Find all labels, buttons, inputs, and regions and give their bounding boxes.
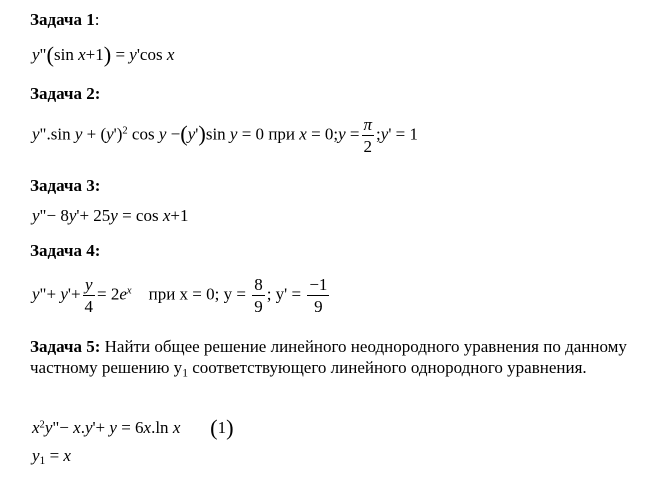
task-5-particular-solution: $y_1 = x$ (32, 446, 71, 468)
eight-ninths-fraction: $\frac{8}{9}$ (254, 275, 263, 316)
task-1-title: Задача 1: (30, 10, 100, 29)
task-5-statement: Задача 5: Найти общее решение линейного неоднородного уравнения по данному частному решению $y_1$ соответствующего линейного однородного уравнения. (30, 337, 627, 380)
equation-number-tag: (1) (210, 415, 234, 440)
task-4-equation: y"+ y'+ $\frac{y}{4}$ = $2e^x$ при x = 0; y = $\frac{8}{9}$ ; y' = $\frac{-1}{9}$ (32, 275, 328, 316)
task-5-equation: $x^2y"- x.y'+ y = 6x.\ln$ x (1) (32, 415, 234, 440)
minus-one-ninth-fraction: $\frac{-1}{9}$ (309, 275, 328, 316)
task-2-title: Задача 2: (30, 84, 101, 103)
pi-over-2-fraction: $\frac{\pi}{2}$ (363, 115, 373, 156)
task-2-equation: y".sin $y + (y')^2$ cos y −(y')sin y = 0 при x = 0;y = $\frac{\pi}{2}$ ;y' = 1 (32, 115, 418, 156)
task-3-equation: y"− 8y'+ 25y = cos x+1 (32, 206, 189, 225)
y-over-4-fraction: $\frac{y}{4}$ (84, 275, 94, 316)
task-4-title: Задача 4: (30, 241, 101, 260)
task-1-equation: y"(sin x+1) = y'cos x (32, 42, 175, 67)
task-3-title: Задача 3: (30, 176, 101, 195)
